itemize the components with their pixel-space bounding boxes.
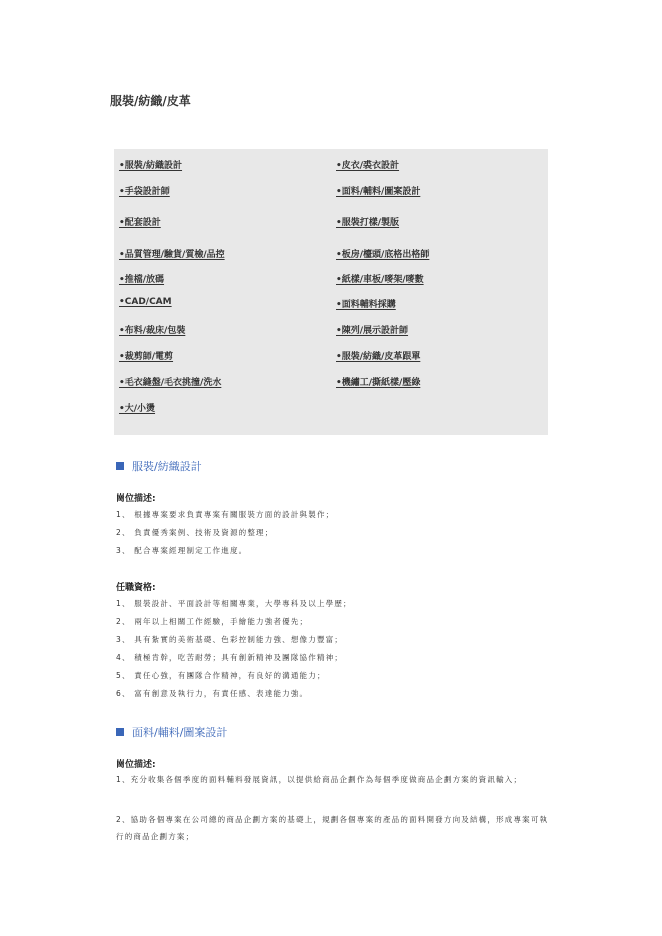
requirement-item: 5、 責任心強，有團隊合作精神，有良好的溝通能力；	[116, 671, 326, 680]
link-knitwear-linking[interactable]: •毛衣縫盤/毛衣挑撞/洗水	[119, 378, 222, 388]
section-heading-text: 服裝/紡織設計	[132, 460, 202, 473]
requirements-label: 任職資格:	[116, 583, 156, 593]
requirement-item: 3、 具有紮實的美術基礎、色彩控制能力強、想像力豐富；	[116, 635, 344, 644]
job-category-links	[114, 149, 548, 435]
link-fashion-design[interactable]: •服裝/紡織設計	[119, 161, 183, 171]
duties-label: 崗位描述:	[116, 760, 156, 770]
link-leather-fur-design[interactable]: •皮衣/裘衣設計	[336, 161, 400, 171]
square-bullet-icon	[116, 728, 124, 736]
page-title: 服裝/紡織/皮革	[110, 94, 191, 108]
link-cutter[interactable]: •裁剪師/電剪	[119, 352, 174, 362]
square-bullet-icon	[116, 462, 124, 470]
link-embroidery-worker[interactable]: •機繡工/撕紙樣/壓綠	[336, 378, 421, 388]
link-paper-pattern[interactable]: •紙樣/車板/嘜架/嘜數	[336, 275, 424, 285]
section-heading-fabric-design	[116, 724, 227, 740]
duties-label: 崗位描述:	[116, 494, 156, 504]
duty-item: 2、協助各個專案在公司總的商品企劃方案的基礎上，規劃各個專案的產品的面料開發方向及結構，形成專案可執行的商品企劃方案；	[116, 815, 549, 841]
duty-item: 2、 負責優秀案例、技術及資源的整理；	[116, 528, 274, 537]
requirement-item: 2、 兩年以上相關工作經驗，手繪能力強者優先；	[116, 617, 309, 626]
link-fabric-purchasing[interactable]: •面料輔料採購	[336, 300, 396, 310]
link-ironing[interactable]: •大/小燙	[119, 404, 156, 414]
link-sample-pattern-making[interactable]: •服裝打樣/製版	[336, 218, 400, 228]
link-fabric-accessory-pattern-design[interactable]: •面料/輔料/圖案設計	[336, 187, 421, 197]
link-sample-room[interactable]: •板房/檯頭/底格出格師	[336, 250, 430, 260]
duty-item: 1、 根據專案要求負責專案有關服裝方面的設計與製作；	[116, 510, 335, 519]
link-merchandiser[interactable]: •服裝/紡織/皮革跟單	[336, 352, 421, 362]
link-cutting-packing[interactable]: •布料/裁床/包裝	[119, 326, 186, 336]
link-accessory-design[interactable]: •配套設計	[119, 218, 161, 228]
requirement-item: 6、 富有創意及執行力，有責任感、表達能力強。	[116, 689, 309, 698]
link-handbag-designer[interactable]: •手袋設計師	[119, 187, 170, 197]
link-display-designer[interactable]: •陳列/展示設計師	[336, 326, 409, 336]
duty-item: 3、 配合專案經理制定工作進度。	[116, 546, 248, 555]
link-quality-control[interactable]: •品質管理/驗貨/質檢/品控	[119, 250, 225, 260]
duty-item: 1、充分收集各個季度的面料輔料發展資訊，以提供給商品企劃作為每個季度做商品企劃方案的資訊輸入；	[116, 775, 523, 784]
requirement-item: 4、 積極肯幹，吃苦耐勞；具有創新精神及團隊協作精神；	[116, 653, 344, 662]
requirement-item: 1、 服裝設計、平面設計等相關專業，大學專科及以上學歷；	[116, 599, 352, 608]
section-heading-fashion-design	[116, 458, 202, 474]
link-grading[interactable]: •推檔/放碼	[119, 275, 165, 285]
link-cad-cam[interactable]: •CAD/CAM	[119, 297, 172, 307]
section-heading-text: 面料/輔料/圖案設計	[132, 726, 228, 739]
